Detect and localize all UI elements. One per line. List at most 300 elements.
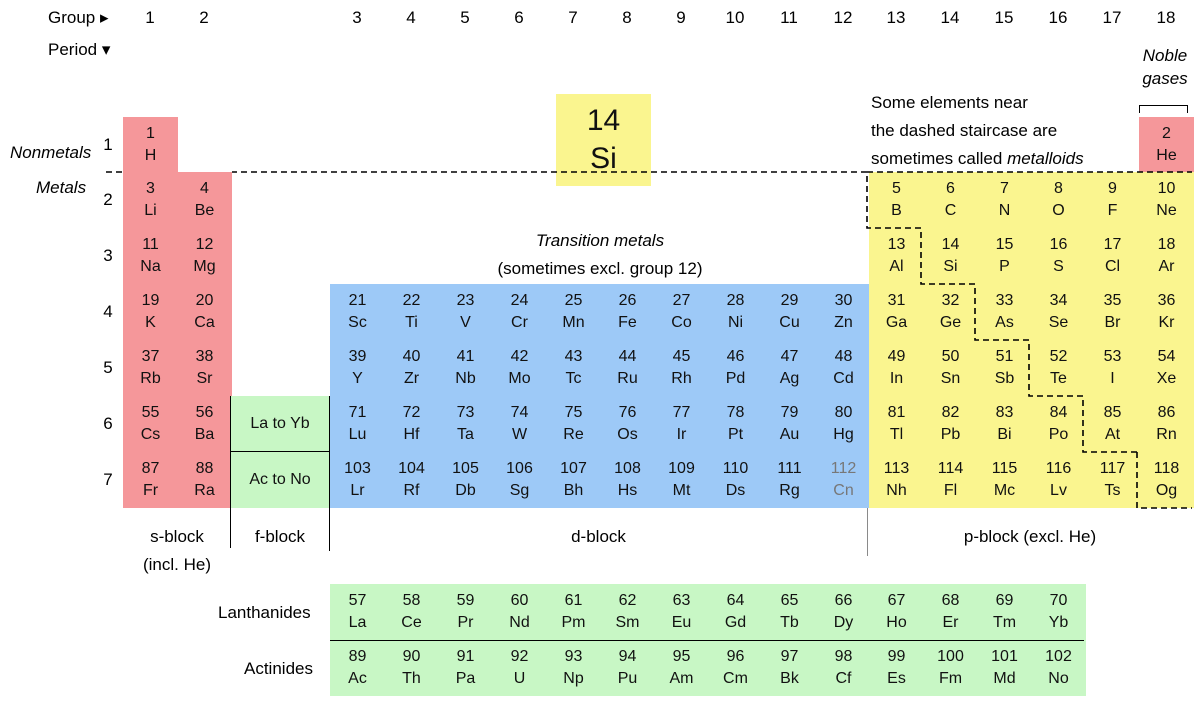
element-symbol: H: [144, 147, 157, 164]
element-symbol: Pu: [617, 670, 638, 687]
atomic-number: 68: [941, 592, 960, 609]
atomic-number: 101: [991, 648, 1018, 665]
f-block-label: f-block: [254, 527, 306, 546]
f-block-left-border: [230, 396, 231, 548]
group-number: 8: [622, 8, 632, 27]
atomic-number: 71: [348, 404, 367, 421]
group-number: 16: [1048, 8, 1068, 27]
group-number: 6: [514, 8, 524, 27]
metalloid-note-text: sometimes called: [871, 149, 1008, 168]
atomic-number: 41: [456, 348, 475, 365]
lanthanides-label: Lanthanides: [218, 603, 311, 622]
element-symbol: Na: [140, 258, 161, 275]
element-symbol: B: [891, 202, 902, 219]
element-symbol: Nb: [455, 370, 476, 387]
element-rg: [762, 452, 817, 508]
element-w: [492, 396, 547, 452]
element-symbol: Tm: [992, 614, 1017, 631]
element-h: [123, 117, 178, 173]
element-symbol: Yb: [1048, 614, 1069, 631]
noble-gases-label: Noble gases: [1142, 46, 1188, 88]
atomic-number: 111: [777, 460, 802, 477]
element-rh: [654, 340, 709, 396]
element-al: [869, 228, 924, 284]
element-symbol: Si: [943, 258, 958, 275]
element-symbol: Po: [1048, 426, 1069, 443]
atomic-number: 46: [726, 348, 745, 365]
element-symbol: Ts: [1104, 482, 1121, 499]
atomic-number: 89: [348, 648, 367, 665]
atomic-number: 22: [402, 292, 421, 309]
atomic-number: 99: [887, 648, 906, 665]
element-symbol: Ba: [194, 426, 215, 443]
element-symbol: Zr: [403, 370, 420, 387]
metalloid-note-line-3: [871, 149, 1084, 169]
element-bi: [977, 396, 1032, 452]
group-number: 14: [940, 8, 960, 27]
atomic-number: 19: [141, 292, 160, 309]
element-v: [438, 284, 493, 340]
atomic-number: 33: [995, 292, 1014, 309]
element-cl: [1085, 228, 1140, 284]
p-block-label: p-block (excl. He): [963, 527, 1097, 546]
element-symbol: Gd: [724, 614, 747, 631]
element-symbol: Cf: [835, 670, 852, 687]
element-sn: [923, 340, 978, 396]
element-symbol: In: [889, 370, 904, 387]
element-symbol: Lu: [348, 426, 367, 443]
element-mt: [654, 452, 709, 508]
atomic-number: 49: [887, 348, 906, 365]
atomic-number: 90: [402, 648, 421, 665]
atomic-number: 39: [348, 348, 367, 365]
atomic-number: 65: [780, 592, 799, 609]
element-symbol: Pa: [455, 670, 476, 687]
element-symbol: Hs: [617, 482, 638, 499]
element-symbol: P: [999, 258, 1010, 275]
element-symbol: K: [145, 314, 156, 331]
element-symbol: Mg: [193, 258, 216, 275]
atomic-number: 45: [672, 348, 691, 365]
atomic-number: 24: [510, 292, 529, 309]
element-xe: [1139, 340, 1194, 396]
lanthanide-ce: [384, 584, 439, 640]
element-symbol: Sb: [994, 370, 1015, 387]
element-cn: [816, 452, 871, 508]
atomic-number: 62: [618, 592, 637, 609]
element-nh: [869, 452, 924, 508]
legend-key-cell: [556, 94, 651, 186]
element-ca: [177, 284, 232, 340]
element-s: [1031, 228, 1086, 284]
element-mg: [177, 228, 232, 284]
element-symbol: Es: [887, 670, 906, 687]
group-number: 3: [352, 8, 362, 27]
element-symbol: Bk: [780, 670, 799, 687]
actinide-no: [1031, 640, 1086, 696]
element-symbol: Br: [1104, 314, 1121, 331]
element-fr: [123, 452, 178, 508]
atomic-number: 85: [1103, 404, 1122, 421]
element-symbol: No: [1048, 670, 1069, 687]
element-symbol: Fr: [142, 482, 159, 499]
element-symbol: Be: [194, 202, 215, 219]
atomic-number: 97: [780, 648, 799, 665]
actinide-cf: [816, 640, 871, 696]
atomic-number: 92: [510, 648, 529, 665]
atomic-number: 44: [618, 348, 637, 365]
atomic-number: 84: [1049, 404, 1068, 421]
element-symbol: Ne: [1156, 202, 1177, 219]
element-cr: [492, 284, 547, 340]
element-symbol: C: [944, 202, 957, 219]
atomic-number: 96: [726, 648, 745, 665]
element-tc: [546, 340, 601, 396]
atomic-number: 107: [560, 460, 587, 477]
element-symbol: Ar: [1158, 258, 1175, 275]
atomic-number: 36: [1157, 292, 1176, 309]
atomic-number: 69: [995, 592, 1014, 609]
atomic-number: 4: [200, 180, 209, 197]
element-symbol: At: [1104, 426, 1121, 443]
atomic-number: 79: [780, 404, 799, 421]
atomic-number: 83: [995, 404, 1014, 421]
element-symbol: Ce: [401, 614, 422, 631]
element-ta: [438, 396, 493, 452]
d-block-label: d-block: [571, 527, 626, 546]
atomic-number: 37: [141, 348, 160, 365]
element-symbol: Ac: [348, 670, 367, 687]
element-ag: [762, 340, 817, 396]
element-og: [1139, 452, 1194, 508]
actinide-pa: [438, 640, 493, 696]
actinide-cm: [708, 640, 763, 696]
element-symbol: O: [1052, 202, 1065, 219]
period-number: 7: [103, 470, 113, 489]
element-bh: [546, 452, 601, 508]
atomic-number: 86: [1157, 404, 1176, 421]
atomic-number: 70: [1049, 592, 1068, 609]
element-symbol: He: [1156, 147, 1177, 164]
element-se: [1031, 284, 1086, 340]
element-symbol: Ti: [405, 314, 418, 331]
element-symbol: Hg: [833, 426, 854, 443]
element-mc: [977, 452, 1032, 508]
group-number: 17: [1102, 8, 1122, 27]
element-n: [977, 172, 1032, 228]
element-symbol: Ho: [886, 614, 907, 631]
atomic-number: 82: [941, 404, 960, 421]
element-symbol: Sr: [196, 370, 213, 387]
atomic-number: 25: [564, 292, 583, 309]
element-symbol: Cn: [833, 482, 854, 499]
atomic-number: 115: [991, 460, 1018, 477]
metals-label: Metals: [36, 178, 87, 197]
element-symbol: Sn: [940, 370, 961, 387]
element-pd: [708, 340, 763, 396]
atomic-number: 42: [510, 348, 529, 365]
atomic-number: 27: [672, 292, 691, 309]
group-number: 2: [199, 8, 209, 27]
element-symbol: Np: [563, 670, 584, 687]
atomic-number: 26: [618, 292, 637, 309]
element-symbol: Cr: [511, 314, 528, 331]
atomic-number: 15: [995, 236, 1014, 253]
element-symbol: Md: [993, 670, 1016, 687]
actinide-am: [654, 640, 709, 696]
element-lv: [1031, 452, 1086, 508]
element-ts: [1085, 452, 1140, 508]
element-symbol: Mc: [993, 482, 1016, 499]
atomic-number: 35: [1103, 292, 1122, 309]
element-he: [1139, 117, 1194, 173]
element-symbol: La: [348, 614, 367, 631]
element-symbol: Sc: [348, 314, 367, 331]
atomic-number: 14: [941, 236, 960, 253]
element-o: [1031, 172, 1086, 228]
element-symbol: Li: [144, 202, 157, 219]
element-fe: [600, 284, 655, 340]
s-block-label: s-block: [150, 527, 204, 546]
element-na: [123, 228, 178, 284]
noble-gases-bracket-left: [1139, 105, 1140, 113]
atomic-number: 105: [452, 460, 479, 477]
element-symbol: Fm: [938, 670, 963, 687]
element-symbol: Te: [1050, 370, 1067, 387]
element-rb: [123, 340, 178, 396]
group-number: 12: [833, 8, 853, 27]
element-k: [123, 284, 178, 340]
element-symbol: Al: [889, 258, 904, 275]
actinide-u: [492, 640, 547, 696]
element-symbol: Mt: [672, 482, 691, 499]
element-symbol: Fl: [943, 482, 958, 499]
lanthanide-pm: [546, 584, 601, 640]
element-mo: [492, 340, 547, 396]
element-hg: [816, 396, 871, 452]
actinide-ac: [330, 640, 385, 696]
element-symbol: Er: [942, 614, 959, 631]
element-mn: [546, 284, 601, 340]
actinide-es: [869, 640, 924, 696]
atomic-number: 63: [672, 592, 691, 609]
element-symbol: Cd: [833, 370, 854, 387]
element-sb: [977, 340, 1032, 396]
group-number: 9: [676, 8, 686, 27]
element-te: [1031, 340, 1086, 396]
transition-metals-subtitle: (sometimes excl. group 12): [497, 259, 703, 278]
element-symbol: Rh: [671, 370, 692, 387]
element-symbol: Au: [779, 426, 800, 443]
element-symbol: Tc: [565, 370, 582, 387]
element-p: [977, 228, 1032, 284]
element-pb: [923, 396, 978, 452]
element-symbol: Eu: [671, 614, 692, 631]
element-nb: [438, 340, 493, 396]
element-symbol: Mn: [562, 314, 585, 331]
noble-gases-bracket-right: [1187, 105, 1188, 113]
element-symbol: Lv: [1050, 482, 1067, 499]
period-number: 4: [103, 302, 113, 321]
atomic-number: 18: [1157, 236, 1176, 253]
element-symbol: Ag: [779, 370, 800, 387]
atomic-number: 32: [941, 292, 960, 309]
noble-gases-bracket: [1139, 105, 1187, 106]
group-number: 5: [460, 8, 470, 27]
element-ge: [923, 284, 978, 340]
atomic-number: 60: [510, 592, 529, 609]
element-symbol: Ga: [885, 314, 908, 331]
element-sc: [330, 284, 385, 340]
atomic-number: 47: [780, 348, 799, 365]
group-axis-label: Group ▸: [48, 8, 109, 27]
element-ti: [384, 284, 439, 340]
element-symbol: W: [511, 426, 528, 443]
element-symbol: Cs: [140, 426, 161, 443]
atomic-number: 64: [726, 592, 745, 609]
atomic-number: 21: [348, 292, 367, 309]
lanthanide-tb: [762, 584, 817, 640]
period-number: 5: [103, 358, 113, 377]
element-symbol: Ru: [617, 370, 638, 387]
element-b: [869, 172, 924, 228]
element-symbol: Co: [671, 314, 692, 331]
element-symbol: Kr: [1158, 314, 1175, 331]
element-si: [923, 228, 978, 284]
nonmetals-label: Nonmetals: [10, 143, 92, 162]
f-placeholder-label: Ac to No: [249, 471, 311, 488]
lanthanide-ho: [869, 584, 924, 640]
element-ra: [177, 452, 232, 508]
element-symbol: Bh: [563, 482, 584, 499]
atomic-number: 73: [456, 404, 475, 421]
lanthanide-er: [923, 584, 978, 640]
atomic-number: 95: [672, 648, 691, 665]
element-symbol: Pb: [940, 426, 961, 443]
element-at: [1085, 396, 1140, 452]
element-symbol: N: [998, 202, 1011, 219]
element-symbol: Rg: [779, 482, 800, 499]
f-placeholder-label: La to Yb: [250, 414, 310, 432]
element-ga: [869, 284, 924, 340]
atomic-number: 31: [887, 292, 906, 309]
period-number: 2: [103, 190, 113, 209]
lanthanide-dy: [816, 584, 871, 640]
element-db: [438, 452, 493, 508]
element-c: [923, 172, 978, 228]
atomic-number: 109: [668, 460, 695, 477]
atomic-number: 61: [564, 592, 583, 609]
element-re: [546, 396, 601, 452]
element-symbol: Xe: [1156, 370, 1177, 387]
element-symbol: Bi: [997, 426, 1012, 443]
element-br: [1085, 284, 1140, 340]
atomic-number: 117: [1099, 460, 1126, 477]
element-symbol: Db: [455, 482, 476, 499]
element-cs: [123, 396, 178, 452]
element-sg: [492, 452, 547, 508]
element-symbol: Sm: [615, 614, 640, 631]
element-symbol: Y: [352, 370, 363, 387]
element-cu: [762, 284, 817, 340]
atomic-number: 9: [1108, 180, 1117, 197]
atomic-number: 7: [1000, 180, 1009, 197]
element-zn: [816, 284, 871, 340]
atomic-number: 106: [506, 460, 533, 477]
element-symbol: Pd: [725, 370, 746, 387]
element-symbol: Cm: [723, 670, 748, 687]
atomic-number: 66: [834, 592, 853, 609]
group-number: 13: [886, 8, 906, 27]
actinide-th: [384, 640, 439, 696]
element-hs: [600, 452, 655, 508]
element-symbol: Fe: [618, 314, 637, 331]
atomic-number: 91: [456, 648, 475, 665]
atomic-number: 11: [142, 236, 159, 253]
atomic-number: 114: [937, 460, 964, 477]
element-symbol: Se: [1048, 314, 1069, 331]
element-symbol: Nd: [509, 614, 530, 631]
atomic-number: 118: [1153, 460, 1180, 477]
atomic-number: 13: [887, 236, 906, 253]
lanthanide-la: [330, 584, 385, 640]
element-symbol: F: [1107, 202, 1118, 219]
atomic-number: 59: [456, 592, 475, 609]
atomic-number: 76: [618, 404, 637, 421]
element-fl: [923, 452, 978, 508]
atomic-number: 16: [1049, 236, 1068, 253]
actinide-np: [546, 640, 601, 696]
atomic-number: 29: [780, 292, 799, 309]
element-sr: [177, 340, 232, 396]
transition-metals-title: Transition metals: [535, 231, 665, 250]
atomic-number: 74: [510, 404, 529, 421]
element-pt: [708, 396, 763, 452]
atomic-number: 43: [564, 348, 583, 365]
element-hf: [384, 396, 439, 452]
atomic-number: 30: [834, 292, 853, 309]
group-number: 4: [406, 8, 416, 27]
atomic-number: 98: [834, 648, 853, 665]
element-ru: [600, 340, 655, 396]
element-lr: [330, 452, 385, 508]
metalloid-note-line-1: Some elements near: [871, 93, 1028, 112]
atomic-number: 2: [1162, 125, 1171, 142]
lanthanide-sm: [600, 584, 655, 640]
atomic-number: 81: [887, 404, 906, 421]
atomic-number: 112: [830, 460, 857, 477]
element-ar: [1139, 228, 1194, 284]
atomic-number: 102: [1045, 648, 1072, 665]
atomic-number: 94: [618, 648, 637, 665]
element-symbol: U: [513, 670, 526, 687]
atomic-number: 72: [402, 404, 421, 421]
element-symbol: As: [995, 314, 1014, 331]
atomic-number: 100: [937, 648, 964, 665]
element-symbol: S: [1053, 258, 1064, 275]
atomic-number: 108: [614, 460, 641, 477]
element-symbol: Ir: [676, 426, 687, 443]
period-number: 6: [103, 414, 113, 433]
atomic-number: 5: [892, 180, 901, 197]
element-os: [600, 396, 655, 452]
element-symbol: I: [1110, 370, 1115, 387]
lanthanide-yb: [1031, 584, 1086, 640]
element-cd: [816, 340, 871, 396]
atomic-number: 110: [722, 460, 749, 477]
atomic-number: 80: [834, 404, 853, 421]
element-as: [977, 284, 1032, 340]
